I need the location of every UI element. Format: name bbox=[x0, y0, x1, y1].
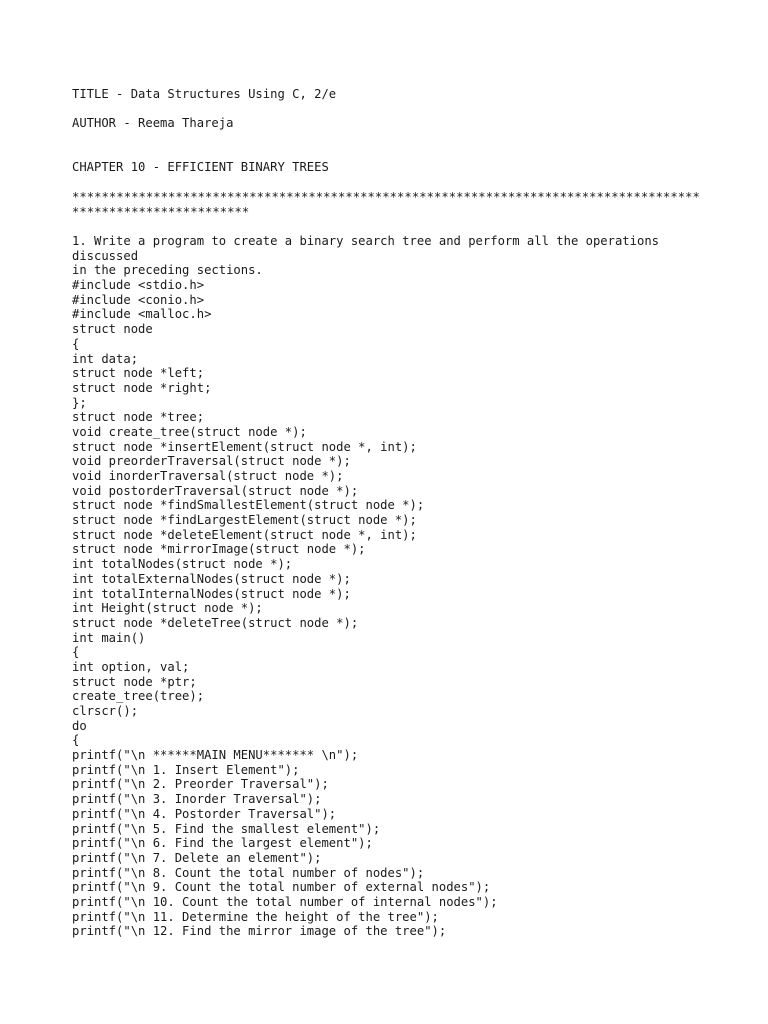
code-line: #include <conio.h> bbox=[72, 292, 205, 307]
question-line-2: discussed bbox=[72, 248, 139, 263]
code-line: printf("\n 4. Postorder Traversal"); bbox=[72, 806, 337, 821]
code-line: }; bbox=[72, 395, 87, 410]
code-line: int main() bbox=[72, 630, 146, 645]
code-line: clrscr(); bbox=[72, 704, 139, 718]
code-line: { bbox=[72, 336, 80, 351]
code-line: int option, val; bbox=[72, 659, 190, 674]
code-line: struct node *deleteElement(struct node *, int); bbox=[72, 527, 417, 542]
code-line: printf("\n 12. Find the mirror image of the tree"); bbox=[72, 924, 447, 939]
code-line: struct node *ptr; bbox=[72, 674, 197, 689]
question-line-3: in the preceding sections. bbox=[72, 263, 263, 278]
code-line: #include <malloc.h> bbox=[72, 307, 212, 322]
code-line: int data; bbox=[72, 351, 139, 366]
code-line: printf("\n 6. Find the largest element"); bbox=[72, 836, 373, 851]
code-line: create_tree(tree); bbox=[72, 689, 205, 704]
code-listing bbox=[72, 278, 722, 939]
code-line: struct node *findLargestElement(struct node *); bbox=[72, 513, 417, 528]
asterisk-separator: ************************************************************************************************************* bbox=[72, 189, 700, 219]
code-line: printf("\n 2. Preorder Traversal"); bbox=[72, 777, 329, 792]
code-line: printf("\n 7. Delete an element"); bbox=[72, 850, 322, 865]
code-line: struct node *right; bbox=[72, 380, 212, 395]
code-line: int totalNodes(struct node *); bbox=[72, 557, 293, 572]
code-line: printf("\n 5. Find the smallest element"); bbox=[72, 821, 381, 836]
document-body bbox=[72, 234, 722, 939]
code-line: printf("\n 11. Determine the height of the tree"); bbox=[72, 909, 439, 924]
code-line: void postorderTraversal(struct node *); bbox=[72, 483, 359, 498]
code-line: struct node *left; bbox=[72, 366, 205, 381]
chapter-line: CHAPTER 10 - EFFICIENT BINARY TREES bbox=[72, 160, 329, 175]
code-line: printf("\n 10. Count the total number of internal nodes"); bbox=[72, 894, 498, 909]
question-line-1: 1. Write a program to create a binary search tree and perform all the operations bbox=[72, 234, 659, 248]
code-line: void inorderTraversal(struct node *); bbox=[72, 469, 344, 483]
code-line: #include <stdio.h> bbox=[72, 278, 205, 293]
code-line: printf("\n ******MAIN MENU******* \n"); bbox=[72, 748, 359, 763]
code-line: { bbox=[72, 733, 80, 748]
code-line: { bbox=[72, 645, 80, 660]
title-line: TITLE - Data Structures Using C, 2/e bbox=[72, 87, 337, 101]
code-line: struct node *findSmallestElement(struct node *); bbox=[72, 498, 425, 513]
code-line: struct node *deleteTree(struct node *); bbox=[72, 615, 359, 630]
document-header bbox=[72, 87, 732, 219]
code-line: struct node *insertElement(struct node *, int); bbox=[72, 439, 417, 454]
code-line: printf("\n 1. Insert Element"); bbox=[72, 762, 300, 777]
code-line: int Height(struct node *); bbox=[72, 601, 263, 616]
author-line: AUTHOR - Reema Thareja bbox=[72, 116, 234, 131]
code-line: do bbox=[72, 718, 87, 733]
code-line: struct node *mirrorImage(struct node *); bbox=[72, 542, 366, 557]
code-line: void create_tree(struct node *); bbox=[72, 424, 307, 439]
code-line: void preorderTraversal(struct node *); bbox=[72, 454, 351, 469]
code-line: int totalInternalNodes(struct node *); bbox=[72, 586, 351, 601]
code-line: printf("\n 3. Inorder Traversal"); bbox=[72, 792, 322, 807]
code-line: printf("\n 9. Count the total number of external nodes"); bbox=[72, 880, 491, 895]
code-line: int totalExternalNodes(struct node *); bbox=[72, 571, 351, 586]
code-line: printf("\n 8. Count the total number of nodes"); bbox=[72, 865, 425, 880]
code-line: struct node bbox=[72, 322, 153, 337]
code-line: struct node *tree; bbox=[72, 410, 205, 425]
